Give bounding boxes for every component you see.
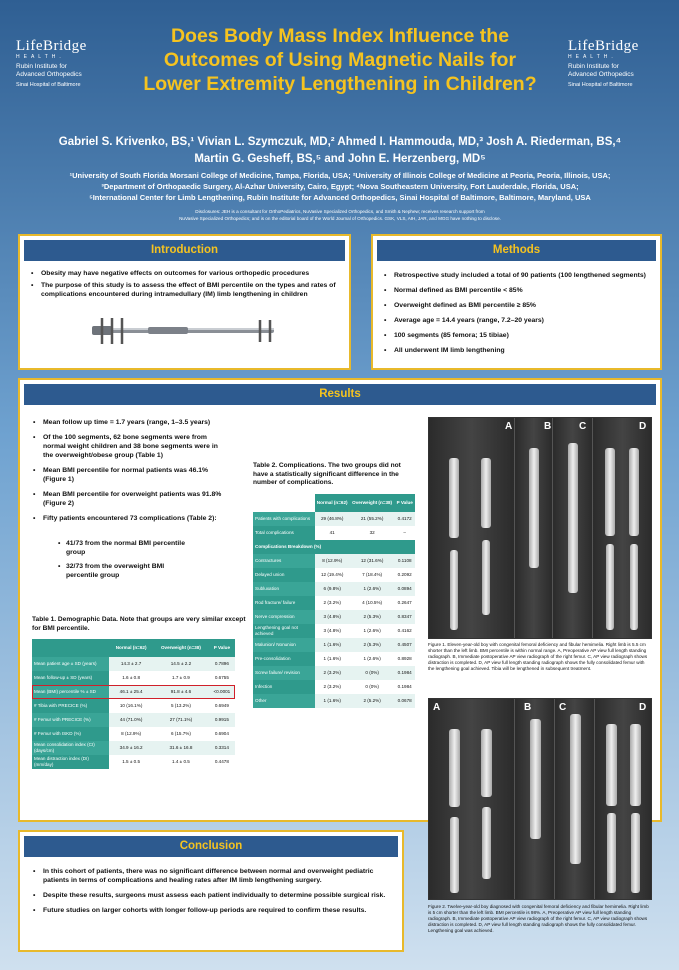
row-label-cell: Other [253, 694, 315, 708]
table-cell: 0.1984 [397, 683, 412, 689]
table-row [253, 568, 415, 582]
table-cell: 12 (31.6%) [350, 554, 395, 568]
logo-line2: Advanced Orthopedics [568, 71, 634, 78]
table-cell: 14.5 ± 2.2 [153, 657, 209, 671]
table-row [253, 680, 415, 694]
figure2-label: B [524, 702, 532, 713]
row-label-cell: Nerve compression [253, 610, 315, 624]
conclusion-bullet: • In this cohort of patients, there was no significant difference between normal and overweight pediatric patients in terms of complications and healing rates after IM limb lengthening surgery. [32, 867, 390, 885]
table-cell: 34.9 ± 16.2 [109, 741, 153, 755]
methods-bullet: • Normal defined as BMI percentile < 85% [383, 286, 650, 295]
logo-main-text: LifeBridge [568, 38, 639, 54]
row-label-cell: Delayed union [253, 568, 315, 582]
title-line1: Does Body Mass Index Influence the [170, 25, 510, 47]
table-cell: <0.0001 [209, 685, 235, 699]
breakdown-label: Complications Breakdown (%) [253, 540, 415, 554]
row-label-cell: Total complications [253, 526, 315, 540]
table-cell: 1 (1.6%) [323, 655, 341, 661]
table-cell: 0.9915 [209, 713, 235, 727]
figure1-caption: Figure 1. Eleven-year-old boy with congenital femoral deficiency and fibular hemimelia. Right limb is 5.5 cm shorter than the left limb. BMI percentile is within normal range. A, Preoperative AP view full length standing radiograph. B, Immediate postoperative AP view radiograph of the right femur. C, AP view radiograph shows distraction is completed. D, AP view full length standing radiograph shows the fully consolidated femur with the lengthening goal achieved. Tibia will be lengthened in subsequent treatment. [428, 642, 648, 671]
table-cell: 41 [329, 529, 335, 535]
table-cell: 0 (0%) [365, 683, 379, 689]
figure2-panel-c [555, 699, 595, 899]
title-line3: Lower Extremity Lengthening in Children? [143, 73, 537, 95]
table-cell: 6 (9.8%) [315, 582, 350, 596]
results-sub-bullet: • 32/73 from the overweight BMI percentile group [58, 562, 198, 580]
results-bullet: • Of the 100 segments, 62 bone segments were from normal weight children and 38 bone segments were in the overweight/obese group (Table 1) [32, 433, 227, 460]
figure2-panel-b [515, 699, 555, 899]
figure1-panel-c [553, 418, 593, 638]
row-label-cell: # Tibia with PRECICE (%) [32, 699, 109, 713]
methods-bullet: • All underwent IM limb lengthening [383, 346, 650, 355]
table-cell: 0 (0%) [350, 666, 395, 680]
figure2-panel-d [595, 699, 652, 899]
results-bullet: • Mean BMI percentile for normal patients was 46.1% (Figure 1) [32, 466, 227, 484]
table-cell: 2 (3.2%) [323, 599, 341, 605]
table-cell: 44 (71.0%) [109, 713, 153, 727]
table-cell: 1 (1.6%) [315, 694, 350, 708]
table-cell: 1 (2.6%) [363, 655, 381, 661]
table-row [253, 652, 415, 666]
figure1-panel-d [593, 418, 652, 638]
figure2-radiographs [428, 698, 652, 900]
conclusion-panel [18, 830, 404, 952]
table-row [32, 741, 235, 755]
table-cell: 32 [369, 529, 375, 535]
poster-title [120, 24, 560, 96]
results-sub-bullet: • 41/73 from the normal BMI percentile group [58, 539, 198, 557]
table-cell: 1 (1.6%) [315, 638, 350, 652]
conclusion-heading: Conclusion [24, 836, 398, 857]
table-cell: 4 (10.5%) [362, 599, 383, 605]
table-cell: 21 (55.2%) [350, 512, 395, 526]
row-label-cell: Malunion/ Nonunion [253, 638, 315, 652]
row-label-cell: Infection [253, 680, 315, 694]
table2-header-cell: Normal (n=62) [315, 494, 350, 512]
table-cell: 2 (5.3%) [350, 638, 395, 652]
table-cell: 29 (46.8%) [315, 512, 350, 526]
row-label-cell: # Femur with PRECICE (%) [32, 713, 109, 727]
table-row [253, 638, 415, 652]
disclosure [130, 208, 550, 222]
table-cell: 8 (12.9%) [315, 554, 350, 568]
figure1-radiographs [428, 417, 652, 639]
figure1-panel-b [515, 418, 553, 638]
table-cell: 5 (13.2%) [170, 703, 191, 708]
logo-line1: Rubin Institute for [568, 63, 619, 70]
table1-caption: Table 1. Demographic Data. Note that groups are very similar except for BMI percentile. [32, 616, 246, 632]
row-label-cell: Mean follow-up ± SD (years) [32, 671, 109, 685]
logo-line1: Rubin Institute for [16, 63, 67, 70]
table-cell: 0.4507 [394, 638, 415, 652]
table2 [253, 494, 415, 708]
table-cell: 0.6904 [214, 731, 229, 736]
methods-bullet: • Overweight defined as BMI percentile ≥ 85% [383, 301, 650, 310]
figure1-label: A [505, 421, 513, 432]
disclosure-line2: NuVasive Specialized Orthopedics; and is on the editorial board of the World Journal of Orthopedics. GSK, VLS, AIH, JAR, and MGG have nothing to disclose. [179, 216, 501, 221]
row-label-cell: Screw failure/ revision [253, 666, 315, 680]
table-row [253, 554, 415, 568]
table-row [253, 694, 415, 708]
table-row [253, 610, 415, 624]
table-cell: 0.2647 [397, 599, 412, 605]
table-row [253, 526, 415, 540]
title-line2: Outcomes of Using Magnetic Nails for [163, 49, 517, 71]
logo-left [16, 38, 136, 88]
logo-line3: Sinai Hospital of Baltimore [16, 82, 81, 88]
table-row [253, 666, 415, 680]
table-cell: 12 (19.4%) [320, 571, 344, 577]
table-cell: 1.4 ± 0.5 [172, 759, 190, 764]
methods-bullet: • Average age = 14.4 years (range, 7.2–20 years) [383, 316, 650, 325]
row-label-cell: # Femur with ISKD (%) [32, 727, 109, 741]
table2-caption: Table 2. Complications. The two groups did not have a statistically significant difference in the number of complications. [253, 462, 401, 486]
table-cell: 0.6755 [214, 675, 229, 680]
table-cell: 0.2092 [397, 571, 412, 577]
table-row [32, 713, 235, 727]
row-label-cell: Mean distraction index (DI) (mm/day) [32, 755, 109, 769]
table-row [32, 727, 235, 741]
table-cell: 7 (18.4%) [362, 571, 383, 577]
table2-header-cell: Overweight (n=38) [350, 494, 395, 512]
table1-block [32, 616, 248, 769]
table2-header-cell [253, 494, 315, 512]
row-label-cell: Mean consolidation index (CI) (days/cm) [32, 741, 109, 755]
results-bullet: • Mean follow up time = 1.7 years (range, 1–3.5 years) [32, 418, 227, 427]
table2-header-row [253, 494, 415, 512]
methods-bullet: • Retrospective study included a total of 90 patients (100 lengthened segments) [383, 271, 650, 280]
introduction-heading: Introduction [24, 240, 345, 261]
figure2-label: C [559, 702, 567, 713]
table-row [253, 624, 415, 638]
table-cell: 2 (3.2%) [323, 683, 341, 689]
row-label-cell: Mean patient age ± SD (years) [32, 657, 109, 671]
table-cell: 46.1 ± 25.4 [109, 685, 153, 699]
row-label-cell: Subluxation [253, 582, 315, 596]
table-cell: 8 (12.9%) [121, 731, 142, 736]
figure2-caption: Figure 2. Twelve-year-old boy diagnosed with congenital femoral deficiency and fibular hemimelia. Right limb is 5 cm shorter than the left limb. BMI percentile is 98%. A, Preoperative AP view full length standing radiograph. B, Immediate postoperative AP view radiograph of the right femur. C, AP view radiograph shows distraction is completed. D, AP view full length standing radiograph shows the fully consolidated femur. Lengthening goal was achieved. [428, 904, 649, 933]
row-label-cell: Mean (BMI) percentile % ± SD [32, 685, 109, 699]
affiliation-line: ⁵International Center for Limb Lengthening, Rubin Institute for Advanced Orthopedics, Sinai Hospital of Baltimore, Baltimore, Maryland, USA [89, 193, 591, 202]
figure1-label: C [579, 421, 587, 432]
results-bullet: • Fifty patients encountered 73 complications (Table 2): [32, 514, 227, 523]
methods-bullet: • 100 segments (85 femora; 15 tibiae) [383, 331, 650, 340]
table-cell: 2 (3.2%) [315, 666, 350, 680]
row-label-cell: Contractures [253, 554, 315, 568]
logo-line2: Advanced Orthopedics [16, 71, 82, 78]
table-row [253, 582, 415, 596]
table-cell: 0.6949 [214, 703, 229, 708]
results-heading: Results [24, 384, 656, 405]
table1-header-cell: Overweight (n=38) [153, 639, 209, 657]
table-cell: 2 (5.2%) [350, 694, 395, 708]
table-row [32, 657, 235, 671]
figure2-label: A [433, 702, 441, 713]
affiliation-line: ¹University of South Florida Morsani College of Medicine, Tampa, Florida, USA; ²University of Illinois College of Medicine at Peoria, Peoria, Illinois, USA; [69, 171, 611, 180]
table-cell: 0.4162 [397, 627, 412, 633]
table-cell: 0.3314 [209, 741, 235, 755]
table1-header-row [32, 639, 235, 657]
table-cell: 3 (4.8%) [323, 627, 341, 633]
table-cell: 1.7 ± 0.9 [172, 675, 190, 680]
table-cell: 1 (2.6%) [350, 582, 395, 596]
figure1-label: B [544, 421, 552, 432]
table-cell: 91.8 ± 4.6 [153, 685, 209, 699]
table-row [253, 596, 415, 610]
table-cell: 14.3 ± 2.7 [109, 657, 153, 671]
table-cell: 0.4172 [394, 512, 415, 526]
figure1-label: D [639, 421, 647, 432]
table-cell: 0.7896 [209, 657, 235, 671]
authors [30, 134, 650, 168]
intro-bullet: • Obesity may have negative effects on outcomes for various orthopedic procedures [30, 269, 339, 278]
table-cell: 31.6 ± 16.8 [153, 741, 209, 755]
table-cell: 0.8347 [394, 610, 415, 624]
affiliations [20, 170, 660, 203]
methods-panel [371, 234, 662, 370]
table1 [32, 639, 235, 769]
table-cell: 0.8928 [397, 655, 412, 661]
table2-header-cell: P Value [394, 494, 415, 512]
conclusion-bullet: • Future studies on larger cohorts with longer follow-up periods are required to confirm these results. [32, 906, 390, 915]
results-bullet: • Mean BMI percentile for overweight patients was 91.8% (Figure 2) [32, 490, 227, 508]
table-cell: 1.5 ± 0.5 [122, 759, 141, 764]
table1-header-cell: Normal (n=62) [109, 639, 153, 657]
table1-header-cell: P Value [209, 639, 235, 657]
logo-sub-text: HEALTH. [568, 54, 617, 60]
table-cell: 2 (5.3%) [350, 610, 395, 624]
logo-sub-text: HEALTH. [16, 54, 65, 60]
figure2-label: D [639, 702, 647, 713]
table-cell: – [403, 529, 406, 535]
authors-line1: Gabriel S. Krivenko, BS,¹ Vivian L. Szymczuk, MD,² Ahmed I. Hammouda, MD,³ Josh A. Riederman, BS,⁴ [58, 136, 622, 148]
table-cell: 1 (2.6%) [363, 627, 381, 633]
figure1-panel-a [429, 418, 515, 638]
introduction-panel [18, 234, 351, 370]
table-row [32, 755, 235, 769]
methods-heading: Methods [377, 240, 656, 261]
table-row [32, 671, 235, 685]
disclosure-line1: Disclosures: JEH is a consultant for OrthoPediatrics, NuVasive Specialized Orthopedics, and Smith & Nephew; receives research support from [195, 209, 485, 214]
authors-line2: Martin G. Gesheff, BS,⁵ and John E. Herzenberg, MD⁵ [194, 153, 486, 165]
table-cell: 0.0894 [394, 582, 415, 596]
logo-line3: Sinai Hospital of Baltimore [568, 82, 633, 88]
conclusion-bullet: • Despite these results, surgeons must assess each patient individually to determine possible surgical risk. [32, 891, 390, 900]
row-label-cell: Pre-consolidation [253, 652, 315, 666]
table-cell: 0.0678 [394, 694, 415, 708]
table2-breakdown-row [253, 540, 415, 554]
table-cell: 0.1108 [394, 554, 415, 568]
row-label-cell: Lengthening goal not achieved [253, 624, 315, 638]
table1-header-cell [32, 639, 109, 657]
table-row [32, 699, 235, 713]
table-cell: 6 (15.7%) [170, 731, 191, 736]
table-row [32, 685, 235, 699]
figure2-panel-a [429, 699, 515, 899]
row-label-cell: Patients with complications [253, 512, 315, 526]
magnetic-nail-illustration [88, 314, 288, 350]
affiliation-line: ³Department of Orthopaedic Surgery, Al-Azhar University, Cairo, Egypt; ⁴Nova Southeastern University, Fort Lauderdale, Florida, USA; [101, 182, 579, 191]
logo-main-text: LifeBridge [16, 38, 87, 54]
table-cell: 1.6 ± 0.8 [122, 675, 141, 680]
table-cell: 0.4478 [214, 759, 229, 764]
row-label-cell: Rod fracture/ failure [253, 596, 315, 610]
table-cell: 27 (71.1%) [153, 713, 209, 727]
table-cell: 10 (16.1%) [119, 703, 143, 708]
table2-block [253, 462, 415, 708]
table-cell: 0.1984 [394, 666, 415, 680]
logo-right [568, 38, 679, 88]
table-cell: 3 (4.8%) [315, 610, 350, 624]
intro-bullet: • The purpose of this study is to assess the effect of BMI percentile on the types and rates of complications encountered during intramedullary (IM) limb lengthening in children [30, 281, 339, 299]
table-row [253, 512, 415, 526]
